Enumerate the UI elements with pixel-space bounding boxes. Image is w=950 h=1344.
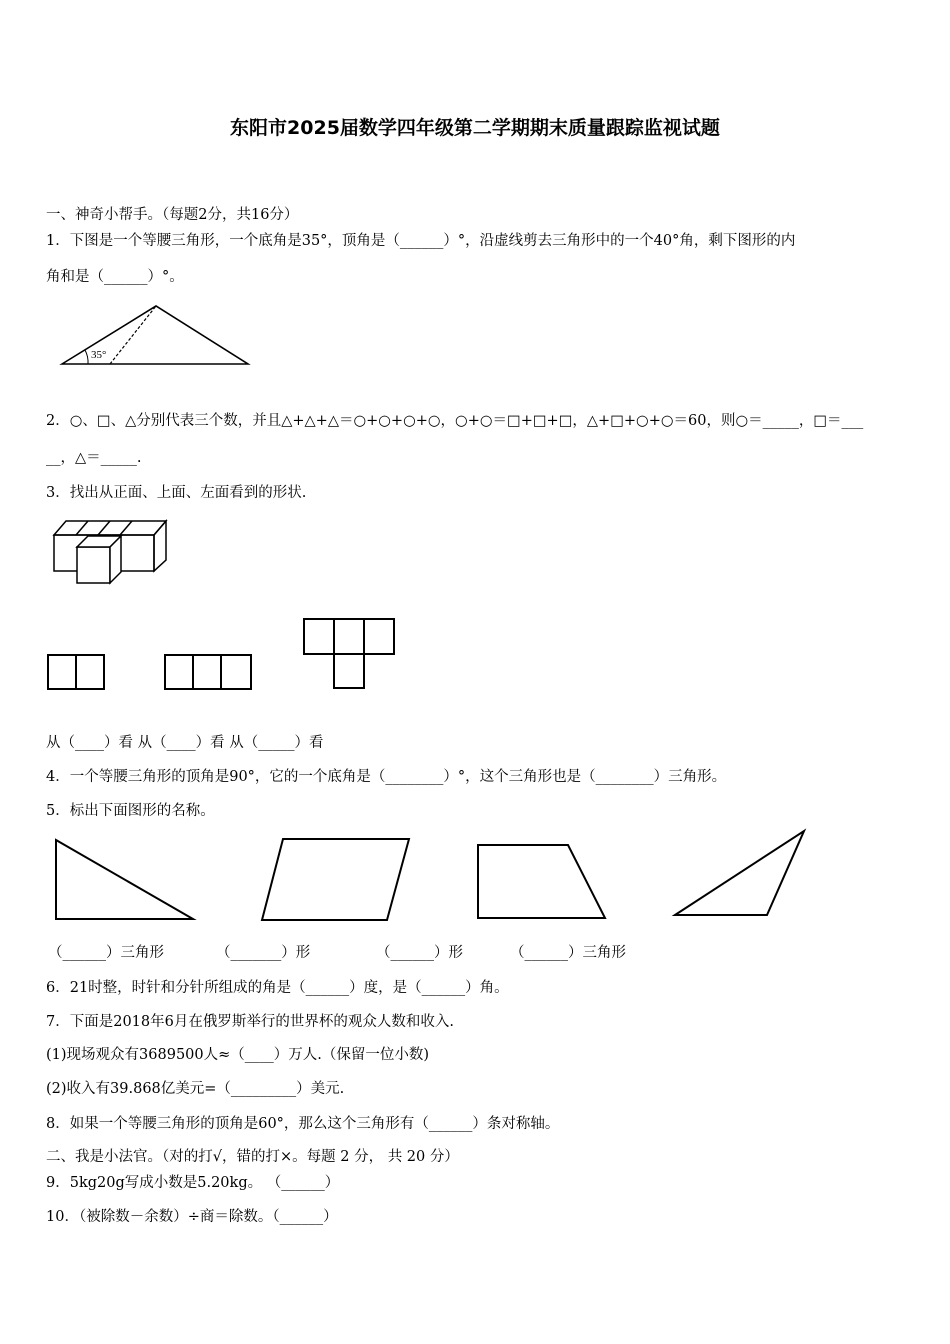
question-5-line-1: 5．标出下面图形的名称。 [46, 803, 215, 819]
question-10-line-1: 10．（被除数－余数）÷商＝除数。（______） [46, 1209, 338, 1225]
question-9-line-1: 9．5kg20g写成小数是5.20kg。 （______） [46, 1175, 340, 1191]
obtuse-triangle-shape [672, 828, 810, 920]
shape-label-1: （______）三角形 [48, 945, 164, 961]
right-triangle-shape [52, 836, 198, 924]
shape-label-4: （______）三角形 [510, 945, 626, 961]
trapezoid-shape [474, 841, 610, 923]
question-7-line-3: (2)收入有39.868亿美元=（_________）美元. [46, 1081, 345, 1097]
question-1-line-1: 1．下图是一个等腰三角形，一个底角是35°，顶角是（______）°，沿虚线剪去三角形中的一个40°角，剩下图形的内 [46, 233, 796, 249]
cube-stack-figure [50, 515, 175, 590]
view-shape-b [163, 653, 255, 693]
isosceles-triangle-figure [58, 302, 258, 372]
shape-label-2: （_______）形 [216, 945, 311, 961]
page-title: 东阳市2025届数学四年级第二学期期末质量跟踪监视试题 [230, 117, 720, 139]
view-shape-a [46, 653, 108, 693]
dashed-cut-line [110, 306, 156, 364]
question-3-line-1: 3．找出从正面、上面、左面看到的形状. [46, 485, 307, 501]
section-2-header: 二、我是小法官。（对的打√，错的打×。每题 2 分， 共 20 分） [46, 1149, 459, 1165]
question-4-line-1: 4．一个等腰三角形的顶角是90°，它的一个底角是（________）°，这个三角形也是（________）三角形。 [46, 769, 727, 785]
section-1-header: 一、神奇小帮手。（每题2分，共16分） [46, 207, 299, 223]
view-shape-c [302, 617, 398, 692]
angle-label: 35° [91, 349, 107, 361]
triangle-outline [62, 306, 248, 364]
question-1-line-2: 角和是（______）°。 [46, 269, 184, 285]
angle-arc [85, 350, 88, 364]
question-2-line-1: 2．○、□、△分别代表三个数，并且△+△+△＝○+○+○+○，○+○＝□+□+□，△+□+○+○＝60，则○＝_____，□＝___ [46, 413, 864, 429]
question-2-line-2: __，△＝_____. [46, 450, 142, 466]
question-3-answers: 从（____）看 从（____）看 从（_____）看 [46, 735, 324, 751]
question-7-line-1: 7．下面是2018年6月在俄罗斯举行的世界杯的观众人数和收入. [46, 1014, 454, 1030]
parallelogram-shape [259, 835, 414, 925]
question-8-line-1: 8．如果一个等腰三角形的顶角是60°，那么这个三角形有（______）条对称轴。 [46, 1116, 560, 1132]
question-7-line-2: (1)现场观众有3689500人≈（____）万人.（保留一位小数) [46, 1047, 430, 1063]
question-6-line-1: 6．21时整，时针和分针所组成的角是（______）度，是（______）角。 [46, 980, 509, 996]
shape-label-3: （______）形 [376, 945, 463, 961]
